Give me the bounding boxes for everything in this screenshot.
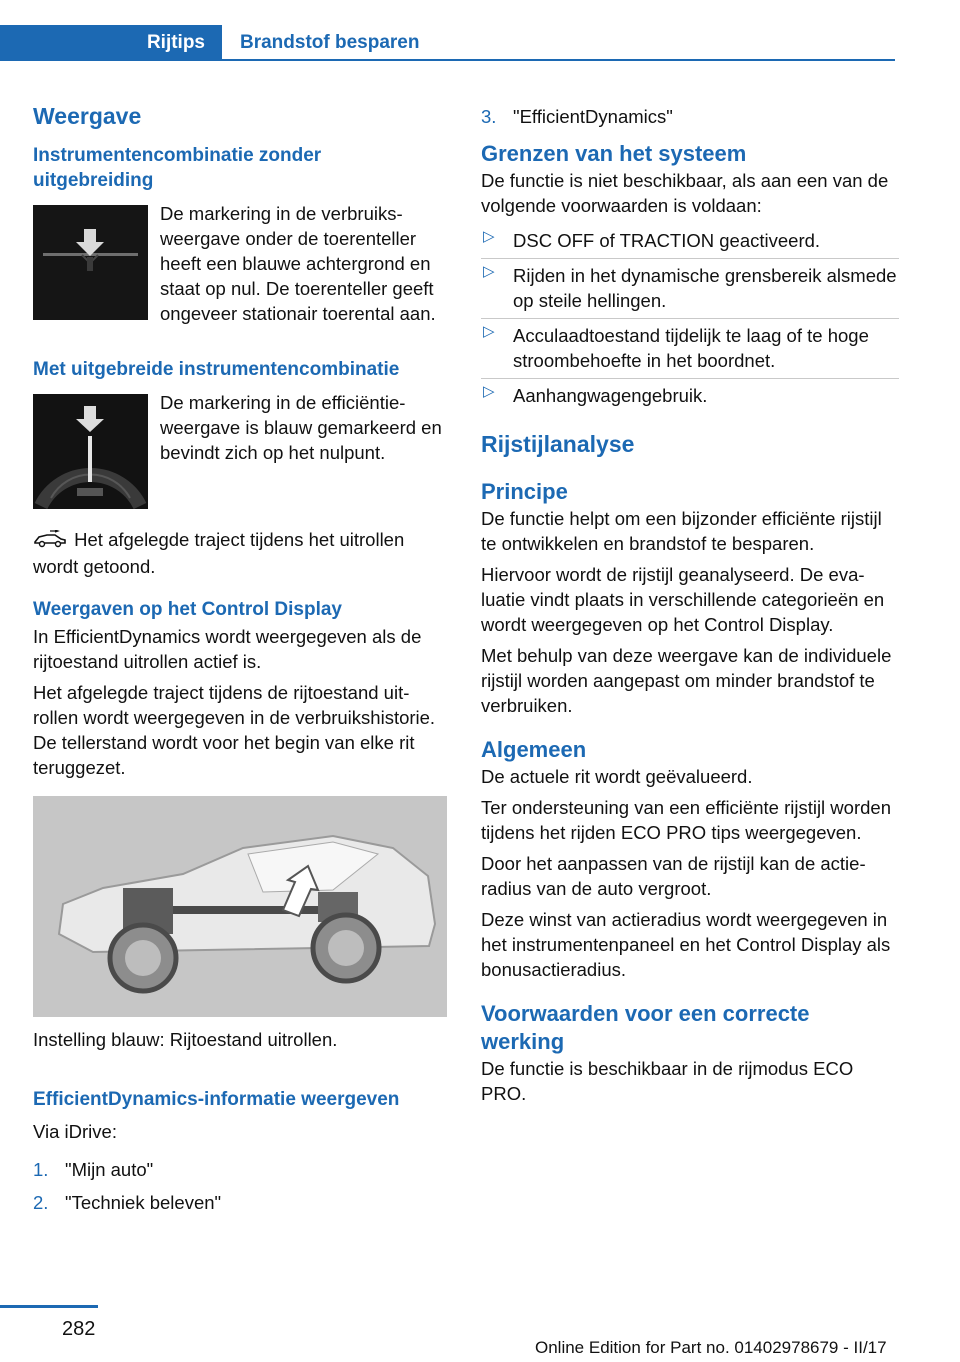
text-algemeen-4: Deze winst van actieradius wordt weergegeven in het instrumentenpaneel en het Control Display als bonusactieradius. (481, 909, 891, 980)
heading-effinfo: EfficientDynamics-informatie weergeven (33, 1089, 400, 1110)
text-met: De markering in de efficiëntieweergave is blauw gemarkeerd en bevindt zich op het nulpunt. (160, 392, 442, 463)
grenzen-list (481, 224, 899, 413)
text-algemeen-1: De actuele rit wordt geëvalueerd. (481, 766, 753, 787)
heading-control-display: Weergaven op het Control Display (33, 599, 342, 620)
image-caption: Instelling blauw: Rijtoestand uitrollen. (33, 1029, 338, 1050)
idrive-steps-continued (481, 104, 899, 129)
edition-note: Online Edition for Part no. 01402978679 - II/17 (535, 1338, 887, 1357)
page-number: 282 (62, 1318, 96, 1340)
text-idrive: Via iDrive: (33, 1121, 117, 1142)
text-voorwaarden: De functie is beschikbaar in de rijmodus ECO PRO. (481, 1058, 854, 1104)
figure-zonder-block (33, 201, 448, 326)
text-principe-1: De functie helpt om een bijzonder efficiënte rijstijl te ontwikkelen en brandstof te besparen. (481, 508, 882, 554)
heading-algemeen: Algemeen (481, 737, 587, 762)
car-coasting-icon (33, 529, 67, 554)
text-grenzen: De functie is niet beschikbaar, als aan een van de volgende voorwaarden is voldaan: (481, 170, 889, 216)
cluster-image-extended (33, 394, 148, 509)
text-control-1: In EfficientDynamics wordt weergegeven als de rijtoestand uitrollen actief is. (33, 626, 422, 672)
section-tab[interactable]: Brandstof besparen (240, 32, 420, 53)
idrive-steps (33, 1157, 448, 1215)
text-principe-2: Hiervoor wordt de rijstijl geanalyseerd. De evaluatie vindt plaats in verschillende categorieën en wordt weergegeven op het Control Display. (481, 564, 885, 635)
triangle-right-icon: ▷ (483, 323, 495, 340)
bullet-text: Aanhangwagengebruik. (513, 385, 708, 406)
list-item[interactable] (33, 1157, 448, 1182)
list-item[interactable] (33, 1190, 448, 1215)
list-item (481, 319, 899, 379)
page-header (0, 25, 895, 63)
car-coasting-image (33, 796, 447, 1017)
triangle-right-icon: ▷ (483, 228, 495, 245)
text-principe-3: Met behulp van deze weergave kan de individuele rijstijl worden aangepast om minder brandstof te verbruiken. (481, 645, 892, 716)
text-algemeen-2: Ter ondersteuning van een efficiënte rijstijl worden tijdens het rijden ECO PRO tips weergegeven. (481, 797, 891, 843)
heading-met: Met uitgebreide instrumentencombinatie (33, 359, 400, 380)
step-text: "Mijn auto" (65, 1159, 154, 1180)
step-text: "Techniek beleven" (65, 1192, 222, 1213)
triangle-right-icon: ▷ (483, 383, 495, 400)
bullet-text: Acculaadtoestand tijdelijk te laag of te hoge stroombehoefte in het boordnet. (513, 325, 869, 371)
heading-zonder: Instrumentencombinatie zonder uitgebreiding (33, 145, 322, 191)
list-item (481, 259, 899, 319)
heading-rijstijlanalyse: Rijstijlanalyse (481, 431, 635, 457)
text-algemeen-3: Door het aanpassen van de rijstijl kan de actieradius van de auto vergroot. (481, 853, 866, 899)
step-number: 3. (481, 106, 497, 127)
list-item[interactable] (481, 104, 899, 129)
heading-weergave: Weergave (33, 103, 142, 129)
heading-principe: Principe (481, 479, 568, 504)
traject-paragraph (33, 527, 448, 579)
footer-rule (0, 1305, 98, 1308)
heading-voorwaarden: Voorwaarden voor een correcte werking (481, 1001, 810, 1054)
step-number: 2. (33, 1192, 49, 1213)
step-text: "EfficientDynamics" (513, 106, 673, 127)
figure-met-block (33, 390, 448, 513)
text-control-2: Het afgelegde traject tijdens de rijtoestand uitrollen wordt weergegeven in de verbruikshistorie. De tellerstand wordt voor het begin van elke rit teruggezet. (33, 682, 436, 778)
bullet-text: DSC OFF of TRACTION geactiveerd. (513, 230, 821, 251)
text-zonder: De markering in de verbruiksweergave onder de toerenteller heeft een blauwe achtergrond en staat op nul. De toerenteller geeft ongeveer stationair toerental aan. (160, 203, 436, 324)
chapter-tab[interactable]: Rijtips (0, 25, 222, 61)
header-rule (222, 59, 895, 61)
step-number: 1. (33, 1159, 49, 1180)
cluster-image-basic (33, 205, 148, 320)
list-item (481, 379, 899, 413)
left-column (33, 100, 448, 1215)
heading-grenzen: Grenzen van het systeem (481, 141, 747, 166)
bullet-text: Rijden in het dynamische grensbereik alsmede op steile hellingen. (513, 265, 897, 311)
triangle-right-icon: ▷ (483, 263, 495, 280)
right-column (481, 100, 899, 1106)
traject-text: Het afgelegde traject tijdens het uitrollen wordt getoond. (33, 529, 405, 577)
list-item (481, 224, 899, 259)
